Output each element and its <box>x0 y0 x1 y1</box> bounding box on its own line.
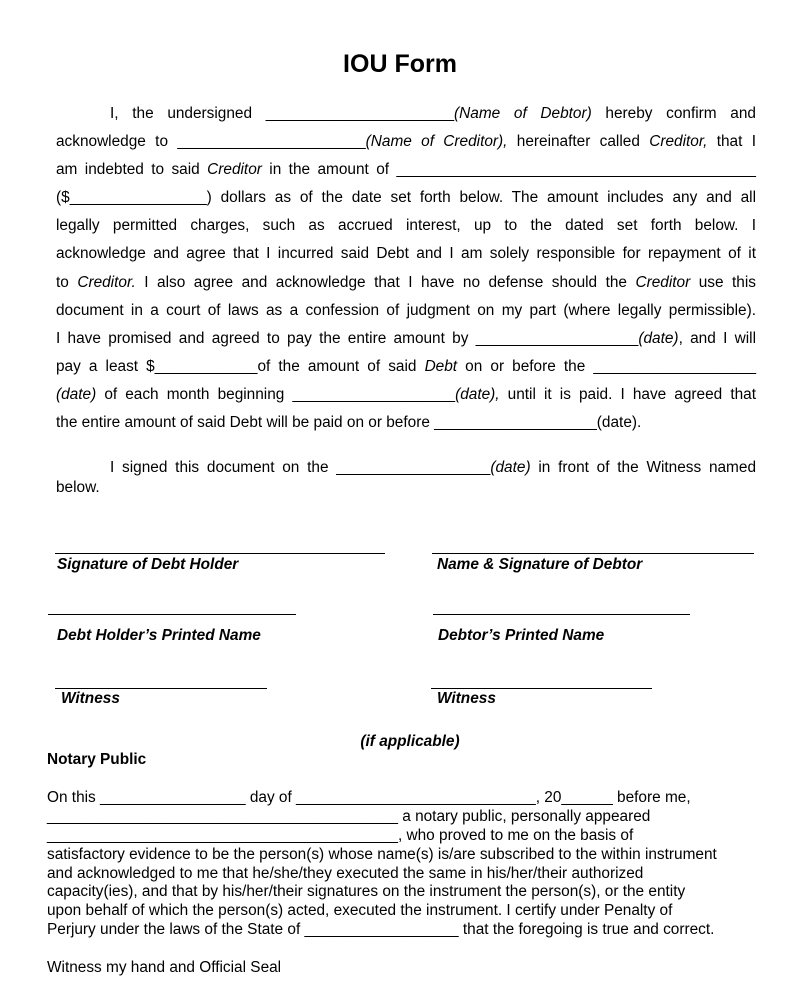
debtor-name-blank[interactable]: ______________________ <box>265 105 455 122</box>
notary-block <box>47 789 763 940</box>
state-blank[interactable]: __________________ <box>304 921 459 939</box>
text: a notary public, personally appeared <box>397 807 651 825</box>
creditor-term: Creditor, <box>649 133 708 151</box>
notary-line-6: capacity(ies), and that by his/her/their signatures on the instrument the person(s), or the entity <box>47 883 686 901</box>
agreement-line-8: document in a court of laws as a confession of judgment on my part (where legally permissible). <box>56 301 756 319</box>
notary-line-1 <box>47 789 763 808</box>
payoff-date-blank[interactable]: ___________________ <box>475 329 639 347</box>
text: On this <box>47 789 101 806</box>
text: use this <box>690 273 756 291</box>
text: , 20 <box>535 789 562 806</box>
text: of the amount of said <box>257 357 425 375</box>
witness-right-line[interactable] <box>431 688 652 689</box>
text: , who proved to me on the basis of <box>397 826 634 844</box>
signing-date-blank[interactable]: __________________ <box>336 459 491 476</box>
agreement-line-4 <box>56 184 756 212</box>
text: acknowledge to <box>56 133 178 151</box>
notary-line-3 <box>47 827 763 846</box>
text: before me, <box>612 789 691 806</box>
text: hereinafter called <box>507 133 650 151</box>
text: ) dollars as of the date set forth below. The amount includes any and all <box>206 189 756 207</box>
text: pay a least $ <box>56 357 155 375</box>
text: of each month beginning <box>96 385 293 403</box>
agreement-line-2 <box>56 128 756 156</box>
signing-line-1 <box>56 458 756 478</box>
notary-month-blank[interactable]: ____________________________ <box>296 789 536 806</box>
text: I also agree and acknowledge that I have no defense should the <box>135 273 636 291</box>
notary-name-blank[interactable]: _________________________________________ <box>47 807 398 825</box>
text: ($ <box>56 189 70 207</box>
agreement-body <box>56 100 756 437</box>
debt-holder-printed-name-label: Debt Holder’s Printed Name <box>57 627 261 644</box>
debt-holder-signature-label: Signature of Debt Holder <box>57 556 239 573</box>
agreement-line-11 <box>56 381 756 409</box>
final-date-blank[interactable]: ___________________ <box>434 414 597 432</box>
signing-statement <box>56 458 756 498</box>
creditor-term: Creditor <box>207 161 262 179</box>
notary-year-blank[interactable]: ______ <box>561 789 613 806</box>
debtor-role-label: (Name of Debtor) <box>454 105 592 122</box>
text: I, the undersigned <box>110 105 266 122</box>
agreement-line-7 <box>56 269 756 297</box>
creditor-term: Creditor. <box>77 273 136 291</box>
text: to <box>56 273 78 291</box>
text: in the amount of <box>261 161 397 179</box>
text: (date). <box>596 414 642 432</box>
creditor-role-label: (Name of Creditor), <box>365 133 508 151</box>
text: until it is paid. I have agreed that <box>499 385 756 403</box>
witness-left-line[interactable] <box>55 688 267 689</box>
debtor-signature-line[interactable] <box>432 553 754 554</box>
notary-line-7: upon behalf of which the person(s) acted, executed the instrument. I certify under Penalty of <box>47 902 673 920</box>
date-label: (date) <box>56 385 97 403</box>
notary-line-4: satisfactory evidence to be the person(s) whose name(s) is/are subscribed to the within instrument <box>47 845 717 863</box>
text: am indebted to said <box>56 161 208 179</box>
text: day of <box>245 789 297 806</box>
agreement-line-9 <box>56 325 756 353</box>
debtor-printed-name-line[interactable] <box>433 614 690 615</box>
page-title: IOU Form <box>343 50 457 78</box>
text: , and I will <box>678 329 756 347</box>
witness-seal-line: Witness my hand and Official Seal <box>47 959 282 976</box>
notary-line-2 <box>47 808 763 827</box>
text: Perjury under the laws of the State of <box>47 921 305 939</box>
witness-left-label: Witness <box>61 690 120 707</box>
text: in front of the Witness named <box>530 459 756 476</box>
notary-line-5: and acknowledged to me that he/she/they executed the same in his/her/their authorized <box>47 864 644 882</box>
date-label: (date), <box>455 385 500 403</box>
debt-holder-printed-name-line[interactable] <box>48 614 296 615</box>
agreement-line-5: legally permitted charges, such as accrued interest, up to the dated set forth below. I <box>56 217 756 235</box>
if-applicable-note: (if applicable) <box>360 733 460 750</box>
agreement-line-1 <box>56 100 756 128</box>
text: the entire amount of said Debt will be paid on or before <box>56 414 435 432</box>
installment-amount-blank[interactable]: ____________ <box>154 357 258 375</box>
text: hereby confirm and <box>591 105 756 122</box>
debtor-printed-name-label: Debtor’s Printed Name <box>438 627 605 644</box>
agreement-line-12 <box>56 409 756 437</box>
debt-holder-signature-line[interactable] <box>55 553 385 554</box>
witness-right-label: Witness <box>437 690 496 707</box>
installment-day-blank[interactable]: ___________________ <box>593 357 757 375</box>
creditor-name-blank[interactable]: ______________________ <box>177 133 366 151</box>
notary-line-8 <box>47 921 763 940</box>
date-label: (date) <box>490 459 531 476</box>
notary-heading: Notary Public <box>47 751 147 768</box>
text: on or before the <box>457 357 594 375</box>
agreement-line-3 <box>56 156 756 184</box>
debtor-signature-label: Name & Signature of Debtor <box>437 556 643 573</box>
agreement-line-10 <box>56 353 756 381</box>
amount-words-blank[interactable]: __________________________________________ <box>396 161 756 179</box>
text: I have promised and agreed to pay the entire amount by <box>56 329 476 347</box>
start-date-blank[interactable]: ___________________ <box>292 385 456 403</box>
amount-number-blank[interactable]: ________________ <box>69 189 207 207</box>
text: that the foregoing is true and correct. <box>458 921 715 939</box>
text: I signed this document on the <box>110 459 337 476</box>
appeared-person-blank[interactable]: _________________________________________ <box>47 826 398 844</box>
debt-term: Debt <box>424 357 458 375</box>
creditor-term: Creditor <box>635 273 691 291</box>
signing-line-2: below. <box>56 479 100 496</box>
notary-day-blank[interactable]: _________________ <box>100 789 246 806</box>
agreement-line-6: acknowledge and agree that I incurred said Debt and I am solely responsible for repayment of it <box>56 245 756 263</box>
date-label: (date) <box>638 329 679 347</box>
text: that I <box>707 133 756 151</box>
